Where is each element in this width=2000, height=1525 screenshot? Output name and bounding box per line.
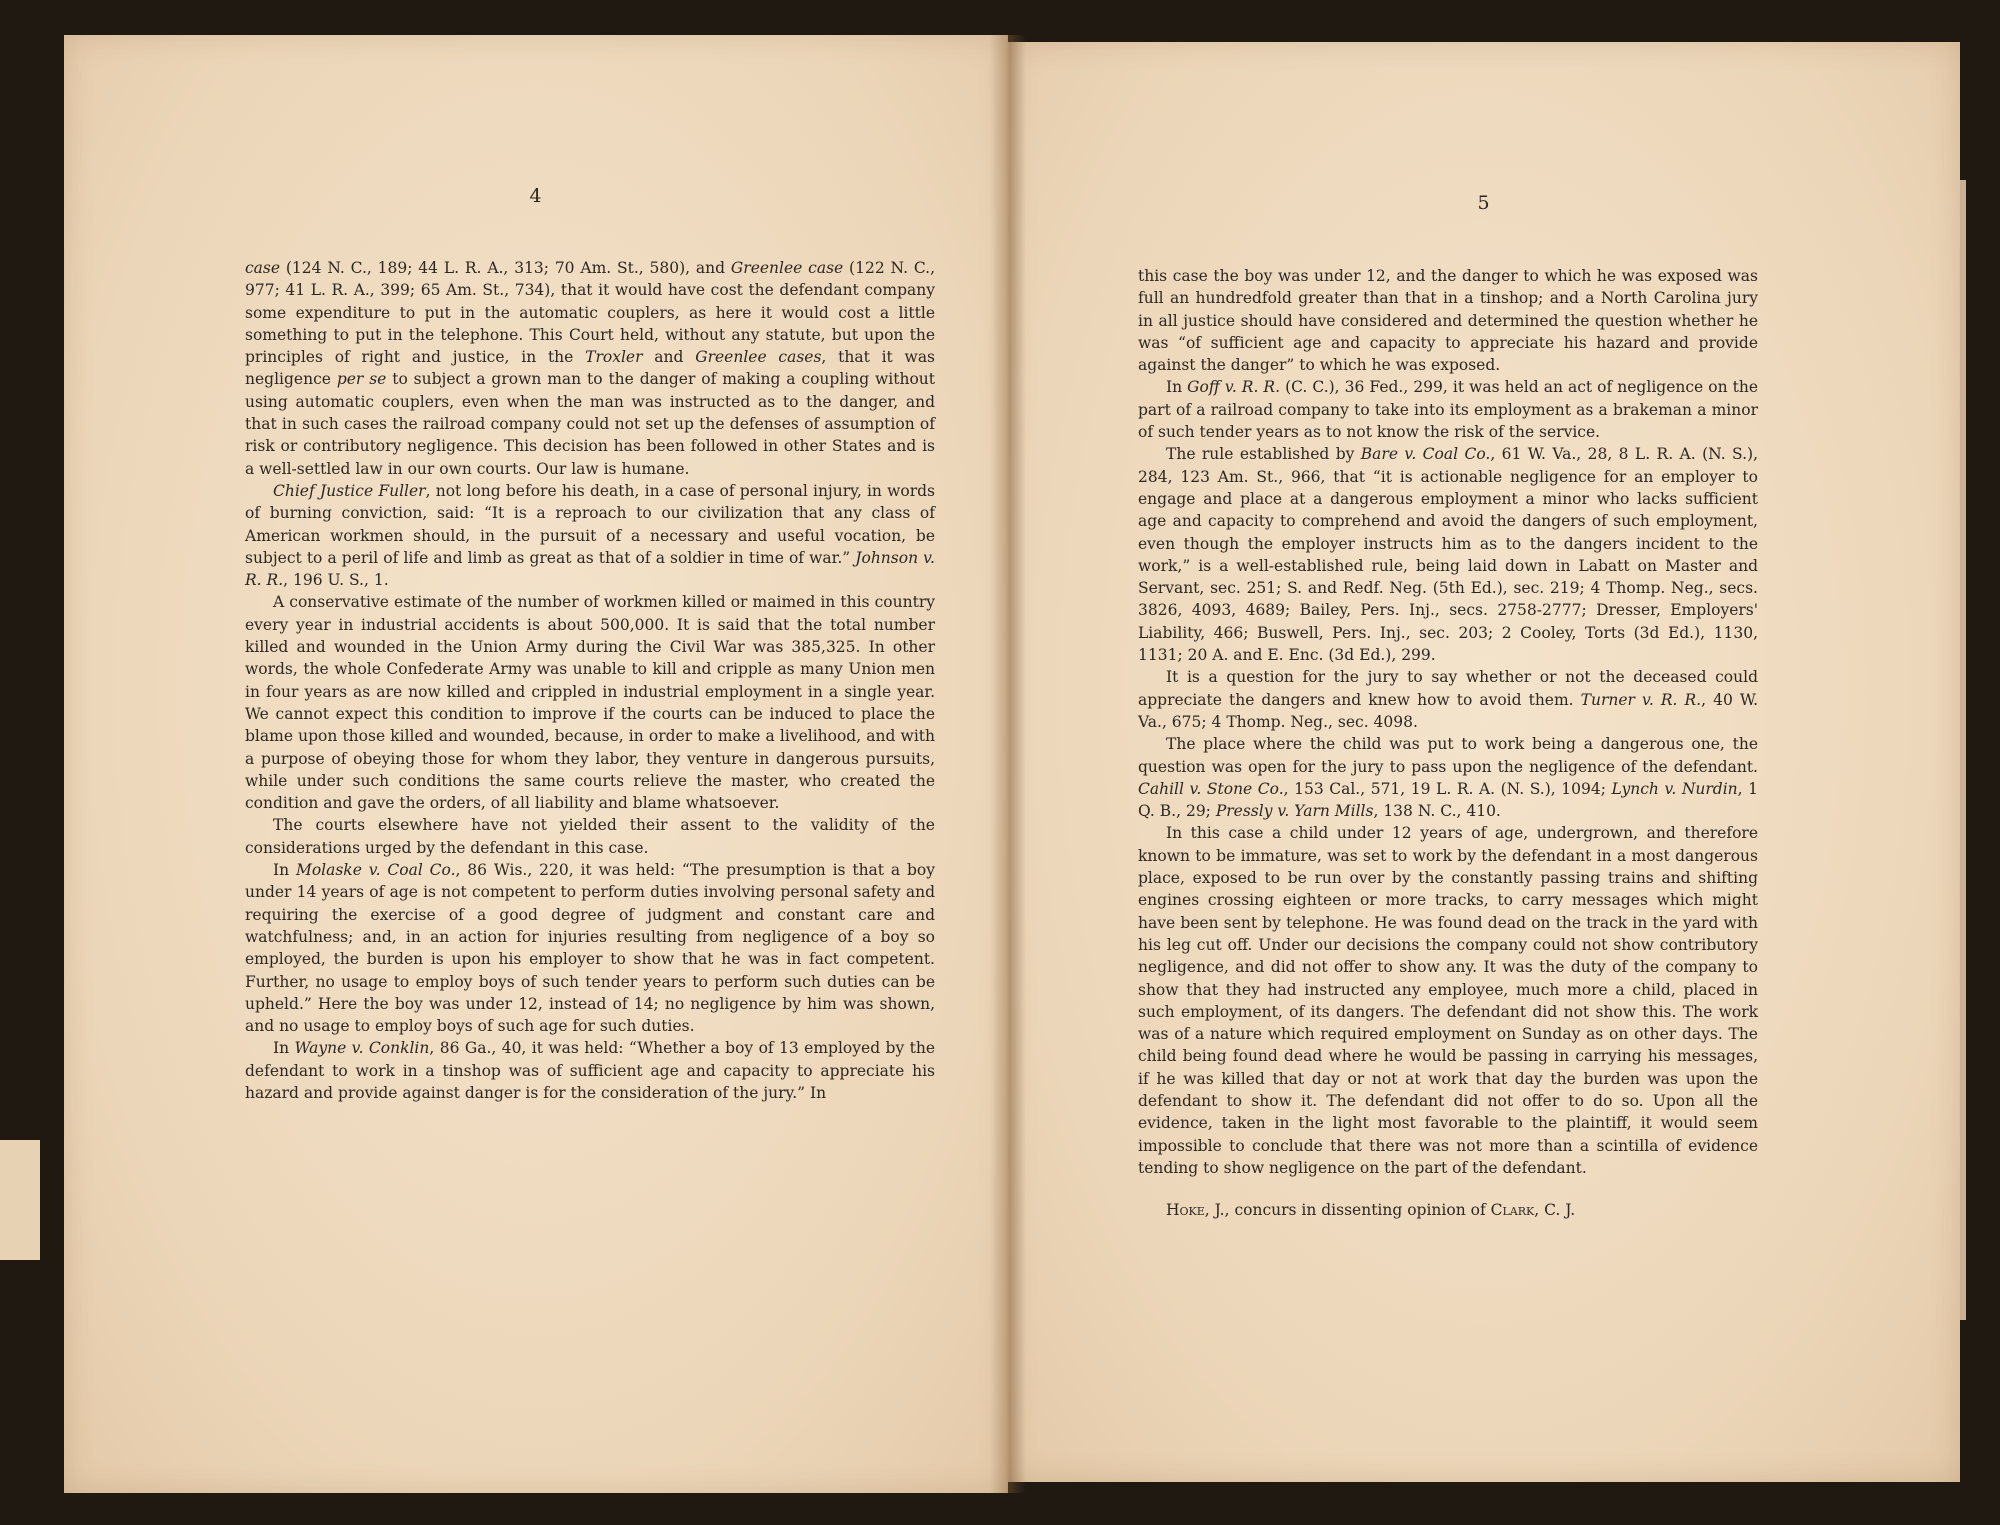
citation-text: Lynch v. Nurdin — [1611, 779, 1738, 798]
body-text: (122 N. C., 977; 41 L. R. A., 399; 65 Am. St., 734), that it would have cost the defendant company some expenditure to put in the automatic couplers, as here it would cost a little something to put in the telephone. This Court held, without any statute, but upon the principles of right and justice, in the — [245, 259, 935, 367]
paragraph — [1138, 376, 1758, 443]
citation-text: Troxler — [585, 348, 643, 367]
citation-text: Greenlee case — [730, 259, 844, 277]
body-text: In this case a child under 12 years of age, undergrown, and therefore known to be immature, was set to work by the defendant in a most dangerous place, exposed to be run over by the constantly passing trains and shifting engines crossing eighteen or more tracks, to carry messages which might have been sent by telephone. He was found dead on the track in the yard with his leg cut off. Under our decisions the company could not show contributory negligence, and did not offer to show any. It was the duty of the company to show that they had instructed any employee, much more a child, placed in such employment, of its dangers. The defendant did not show this. The work was of a nature which required employment on Sunday as on other days. The child being found dead where he would be passing in carrying his messages, if he was killed that day or not at work that day the burden was upon the defendant to show it. The defendant did not offer to do so. Upon all the evidence, taken in the light most favorable to the plaintiff, it would seem impossible to conclude that there was not more than a scintilla of evidence tending to show negligence on the part of the defendant. — [1138, 824, 1758, 1177]
paragraph — [245, 814, 935, 859]
body-text: this case the boy was under 12, and the danger to which he was exposed was full an hundredfold greater than that in a tinshop; and a North Carolina jury in all justice should have considered and determined the question whether he was “of sufficient age and capacity to appreciate his hazard and provide against the danger” to which he was exposed. — [1138, 267, 1758, 375]
body-text: to subject a grown man to the danger of making a coupling without using automatic couplers, even when the man was instructed as to the danger, and that in such cases the railroad company could not set up the defenses of assumption of risk or contributory negligence. This decision has been followed in other States and is a well-settled law in our own courts. Our law is humane. — [245, 370, 935, 478]
body-text: The courts elsewhere have not yielded their assent to the validity of the considerations urged by the defendant in this case. — [245, 816, 935, 857]
right-page — [1008, 42, 1960, 1482]
body-text: , that it was negligence — [245, 348, 936, 389]
body-text: and — [642, 348, 696, 367]
paragraph — [245, 257, 935, 480]
page-number: 5 — [1477, 192, 1491, 214]
body-text: In — [1166, 378, 1188, 397]
right-page-body — [1138, 265, 1758, 1221]
citation-text: Pressly v. Yarn Mills — [1215, 802, 1374, 821]
paragraph — [1138, 733, 1758, 822]
paragraph — [245, 859, 935, 1037]
body-text: , 196 U. S., 1. — [283, 571, 389, 590]
body-text: , not long before his death, in a case of personal injury, in words of burning conviction, said: “It is a reproach to our civilization that any class of American workmen should, in the pursuit of a necessary and useful vocation, be subject to a peril of life and limb as great as that of a soldier in time of war.” — [245, 481, 936, 567]
paragraph — [245, 480, 935, 591]
body-text: , 153 Cal., 571, 19 L. R. A. (N. S.), 1094; — [1283, 779, 1612, 798]
citation-text: Turner v. R. R. — [1580, 690, 1702, 709]
body-text: , C. J. — [1534, 1201, 1576, 1220]
body-text: Clark — [1490, 1201, 1535, 1220]
body-text: , 61 W. Va., 28, 8 L. R. A. (N. S.), 284, 123 Am. St., 966, that “it is actionable negligence for an employer to engage and place at a dangerous employment a minor who lacks sufficient age and capacity to comprehend and avoid the dangers of such employment, even though the employer instructs him as to the dangers incident to the work,” is a well-established rule, being laid down in Labatt on Master and Servant, sec. 251; S. and Redf. Neg. (5th Ed.), sec. 219; 4 Thomp. Neg., secs. 3826, 4093, 4689; Bailey, Pers. Inj., secs. 2758-2777; Dresser, Employers' Liability, 466; Buswell, Pers. Inj., sec. 203; 2 Cooley, Torts (3d Ed.), 1130, 1131; 20 A. and E. Enc. (3d Ed.), 299. — [1138, 445, 1758, 665]
citation-text: Chief Justice Fuller — [273, 481, 426, 500]
paragraph — [245, 1037, 935, 1104]
body-text: (124 N. C., 189; 44 L. R. A., 313; 70 Am. St., 580), and — [280, 259, 731, 277]
body-text: , 86 Wis., 220, it was held: “The presumption is that a boy under 14 years of age is not competent to perform duties involving personal safety and requiring the exercise of a good degree of judgment and constant care and watchfulness; and, in an action for injuries resulting from negligence of a boy so employed, the burden is upon his employer to show that he was in fact competent. Further, no usage to employ boys of such tender years to perform such duties can be upheld.” Here the boy was under 12, instead of 14; no negligence by him was shown, and no usage to employ boys of such age for such duties. — [245, 861, 935, 1036]
paragraph — [245, 591, 935, 814]
body-text: Hoke — [1166, 1201, 1205, 1220]
citation-text: Goff v. R. R. — [1187, 378, 1281, 397]
body-text: , J., concurs in dissenting opinion of — [1204, 1201, 1491, 1220]
paragraph — [1138, 265, 1758, 376]
citation-text: Greenlee cases — [695, 348, 822, 367]
concurrence-line — [1138, 1199, 1758, 1221]
page-number: 4 — [529, 185, 543, 207]
body-text: In — [273, 1039, 295, 1058]
page-edge — [1960, 180, 1966, 1320]
body-text: A conservative estimate of the number of workmen killed or maimed in this country every year in industrial accidents is about 500,000. It is said that the total number killed and wounded in the Union Army during the Civil War was 385,325. In other words, the whole Confederate Army was unable to kill and cripple as many Union men in four years as are now killed and crippled in industrial employment in a single year. We cannot expect this condition to improve if the courts can be induced to place the blame upon those killed and wounded, because, in order to make a livelihood, and with a purpose of obeying those for whom they labor, they venture in dangerous pursuits, while under such conditions the same courts relieve the master, who created the condition and gave the orders, of all liability and blame whatsoever. — [245, 593, 935, 813]
paper-edge — [0, 1140, 40, 1260]
paragraph — [1138, 666, 1758, 733]
citation-text: Johnson v. R. R. — [245, 548, 935, 590]
body-text: , 40 W. Va., 675; 4 Thomp. Neg., sec. 4098. — [1138, 690, 1758, 731]
body-text: It is a question for the jury to say whether or not the deceased could appreciate the dangers and knew how to avoid them. — [1138, 668, 1758, 709]
body-text: In — [273, 861, 296, 880]
paragraph — [1138, 822, 1758, 1179]
citation-text: case — [245, 259, 281, 277]
body-text: (C. C.), 36 Fed., 299, it was held an act of negligence on the part of a railroad company to take into its employment as a brakeman a minor of such tender years as to not know the risk of the service. — [1138, 378, 1758, 442]
citation-text: Cahill v. Stone Co. — [1138, 779, 1284, 798]
body-text: The place where the child was put to work being a dangerous one, the question was open for the jury to pass upon the negligence of the defendant. — [1138, 735, 1758, 776]
left-page-body — [245, 257, 935, 1104]
citation-text: Wayne v. Conklin — [294, 1039, 430, 1058]
body-text: , 138 N. C., 410. — [1373, 802, 1501, 821]
citation-text: Bare v. Coal Co. — [1360, 445, 1491, 464]
citation-text: per se — [336, 370, 387, 389]
body-text: , 1 Q. B., 29; — [1138, 779, 1758, 821]
paragraph — [1138, 443, 1758, 666]
citation-text: Molaske v. Coal Co. — [295, 861, 456, 880]
body-text: The rule established by — [1166, 445, 1361, 464]
left-page — [64, 35, 1008, 1493]
body-text: , 86 Ga., 40, it was held: “Whether a boy of 13 employed by the defendant to work in a tinshop was of sufficient age and capacity to appreciate his hazard and provide against danger is for the consideration of the jury.” In — [245, 1039, 935, 1102]
